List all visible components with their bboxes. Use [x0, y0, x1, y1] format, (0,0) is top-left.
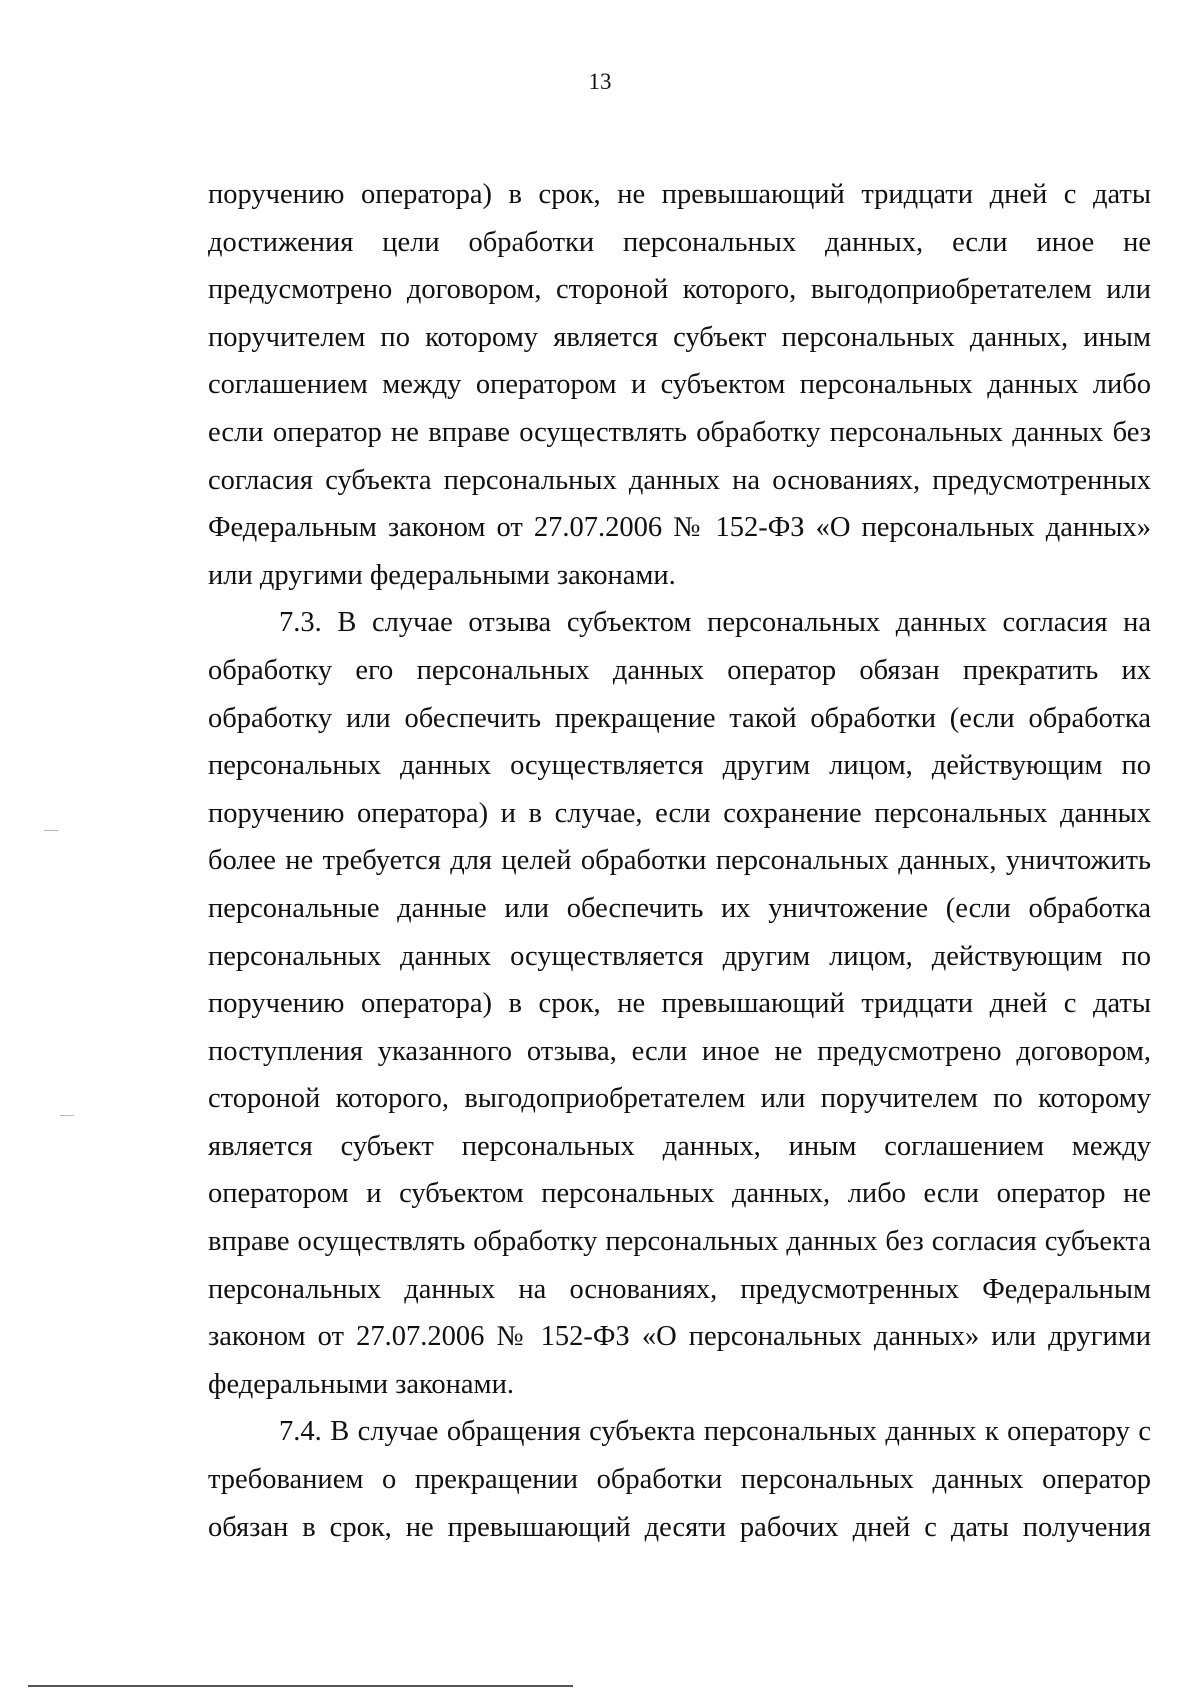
document-body: [208, 171, 1151, 1551]
text-line: федеральными законами.: [208, 1368, 514, 1400]
text-line: 7.3. В случае отзыва субъектом персональных данных согласия на: [279, 607, 1151, 639]
text-line: вправе осуществлять обработку персональных данных без согласия субъекта: [208, 1226, 1151, 1258]
text-line: персональных данных осуществляется другим лицом, действующим по: [208, 750, 1151, 782]
text-line: персональных данных на основаниях, предусмотренных Федеральным: [208, 1273, 1151, 1305]
text-line: поступления указанного отзыва, если иное не предусмотрено договором,: [208, 1035, 1151, 1067]
text-line: стороной которого, выгодоприобретателем или поручителем по которому: [208, 1083, 1151, 1115]
text-line: поручителем по которому является субъект персональных данных, иным: [208, 321, 1151, 353]
scan-margin-mark: [44, 830, 58, 831]
scan-bottom-rule: [28, 1685, 573, 1687]
text-line: поручению оператора) и в случае, если сохранение персональных данных: [208, 797, 1151, 829]
paragraph-clause-7-3: [208, 599, 1151, 1408]
text-line: поручению оператора) в срок, не превышающий тридцати дней с даты: [208, 179, 1151, 210]
paragraph-clause-7-4: [208, 1408, 1151, 1551]
text-line: предусмотрено договором, стороной которого, выгодоприобретателем или: [208, 274, 1151, 306]
page-number: 13: [588, 69, 612, 94]
text-line: поручению оператора) в срок, не превышающий тридцати дней с даты: [208, 988, 1151, 1020]
text-line: или другими федеральными законами.: [208, 559, 676, 591]
scan-margin-mark: [60, 1115, 74, 1116]
text-line: обязан в срок, не превышающий десяти рабочих дней с даты получения: [208, 1511, 1151, 1543]
text-line: 7.4. В случае обращения субъекта персональных данных к оператору с: [279, 1416, 1151, 1448]
text-line: законом от 27.07.2006 № 152-ФЗ «О персональных данных» или другими: [208, 1321, 1151, 1353]
text-line: оператором и субъектом персональных данных, либо если оператор не: [208, 1178, 1151, 1210]
paragraph-continuation: [208, 171, 1151, 599]
text-line: если оператор не вправе осуществлять обработку персональных данных без: [208, 416, 1151, 448]
text-line: соглашением между оператором и субъектом персональных данных либо: [208, 369, 1151, 401]
text-line: требованием о прекращении обработки персональных данных оператор: [208, 1464, 1151, 1496]
text-line: Федеральным законом от 27.07.2006 № 152-ФЗ «О персональных данных»: [208, 512, 1151, 544]
text-line: обработку его персональных данных оператор обязан прекратить их: [208, 654, 1151, 686]
text-line: более не требуется для целей обработки персональных данных, уничтожить: [208, 845, 1151, 877]
text-line: персональные данные или обеспечить их уничтожение (если обработка: [208, 892, 1151, 924]
text-line: персональных данных осуществляется другим лицом, действующим по: [208, 940, 1151, 972]
text-line: обработку или обеспечить прекращение такой обработки (если обработка: [208, 702, 1151, 734]
text-line: согласия субъекта персональных данных на основаниях, предусмотренных: [208, 464, 1151, 496]
text-line: достижения цели обработки персональных данных, если иное не: [208, 226, 1151, 258]
text-line: является субъект персональных данных, иным соглашением между: [208, 1130, 1151, 1162]
